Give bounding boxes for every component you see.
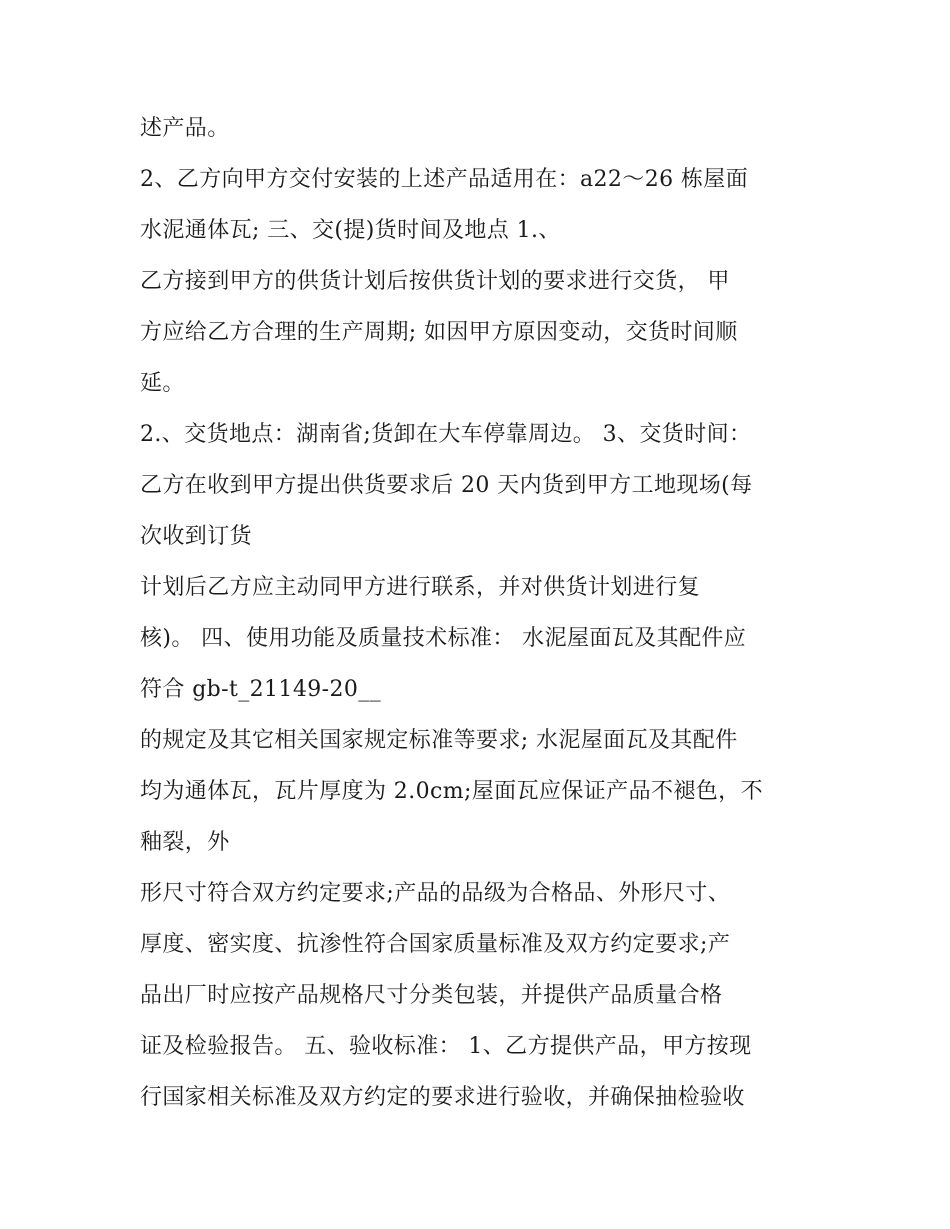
- text-line: 延。: [140, 371, 185, 396]
- text-line: 乙方在收到甲方提出供货要求后 20 天内货到甲方工地现场(每: [140, 473, 753, 498]
- text-line: 乙方接到甲方的供货计划后按供货计划的要求进行交货， 甲: [140, 269, 730, 294]
- text-line: 计划后乙方应主动同甲方进行联系，并对供货计划进行复: [140, 575, 701, 600]
- text-line: 品出厂时应按产品规格尺寸分类包装，并提供产品质量合格: [140, 983, 723, 1008]
- text-line: 均为通体瓦，瓦片厚度为 2.0cm;屋面瓦应保证产品不褪色，不: [140, 779, 763, 804]
- text-line: 形尺寸符合双方约定要求;产品的品级为合格品、外形尺寸、: [140, 881, 731, 906]
- text-line: 厚度、密实度、抗渗性符合国家质量标准及双方约定要求;产: [140, 932, 731, 957]
- text-line: 次收到订货: [140, 524, 253, 549]
- text-line: 釉裂，外: [140, 830, 230, 855]
- text-line: 行国家相关标准及双方约定的要求进行验收，并确保抽检验收: [140, 1085, 745, 1110]
- body-text: [140, 107, 830, 1127]
- text-line: 的规定及其它相关国家规定标准等要求; 水泥屋面瓦及其配件: [140, 728, 738, 753]
- text-line: 证及检验报告。 五、验收标准： 1、乙方提供产品，甲方按现: [140, 1034, 752, 1059]
- text-line: 水泥通体瓦; 三、交(提)货时间及地点 1.、: [140, 218, 561, 243]
- text-line: 述产品。: [140, 116, 230, 141]
- text-line: 2、乙方向甲方交付安装的上述产品适用在：a22～26 栋屋面: [140, 167, 749, 192]
- text-line: 方应给乙方合理的生产周期; 如因甲方原因变动，交货时间顺: [140, 320, 738, 345]
- text-line: 2.、交货地点：湖南省;货卸在大车停靠周边。 3、交货时间：: [140, 422, 752, 447]
- text-line: 核)。 四、使用功能及质量技术标准： 水泥屋面瓦及其配件应: [140, 626, 747, 651]
- text-line: 符合 gb-t_21149-20__: [140, 677, 382, 702]
